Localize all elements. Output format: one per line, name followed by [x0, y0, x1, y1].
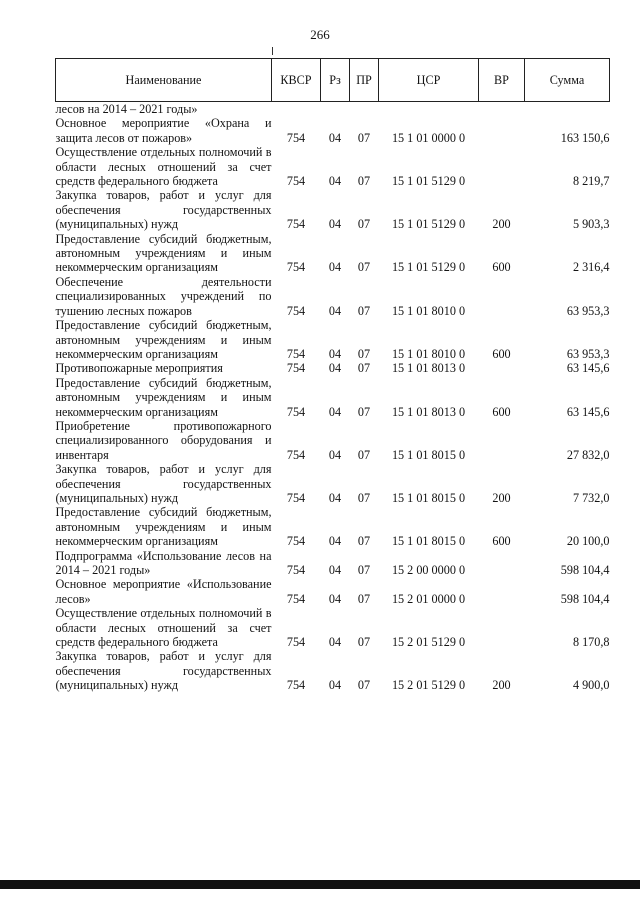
row-pr: 07 [357, 563, 371, 577]
row-name: Основное мероприятие «Использование лесов» [55, 577, 272, 606]
row-kvsr: 754 [286, 217, 306, 232]
row-rz: 04 [328, 591, 342, 606]
row-csr: 15 1 01 8013 0 [391, 361, 466, 376]
row-csr: 15 1 01 5129 0 [391, 217, 466, 232]
row-name: Приобретение противопожарного специализированного оборудования и инвентаря [55, 418, 272, 462]
row-rz: 04 [328, 303, 342, 318]
col-header-rz: Рз [321, 59, 350, 102]
row-rz: 04 [328, 563, 342, 577]
row-kvsr: 754 [286, 346, 306, 361]
row-vr [479, 116, 525, 145]
row-csr: 15 2 01 0000 0 [391, 591, 466, 606]
row-sum: 63 145,6 [566, 404, 610, 419]
table-row [56, 145, 610, 188]
row-sum: 598 104,4 [560, 591, 610, 606]
table-row [56, 318, 610, 361]
row-name: Предоставление субсидий бюджетным, автономным учреждениям и иным некоммерческим организациям [55, 318, 272, 361]
row-sum: 163 150,6 [560, 130, 610, 145]
row-csr: 15 1 01 8010 0 [391, 346, 466, 361]
row-vr [479, 549, 525, 578]
row-sum: 5 903,3 [572, 217, 610, 232]
col-header-sum: Сумма [525, 59, 610, 102]
row-vr: 600 [492, 260, 511, 275]
row-kvsr: 754 [286, 635, 306, 650]
table-row [56, 649, 610, 692]
table-row [56, 188, 610, 231]
row-name: Закупка товаров, работ и услуг для обеспечения государственных (муниципальных) нужд [55, 649, 272, 693]
row-vr [479, 419, 525, 462]
row-name: Основное мероприятие «Охрана и защита лесов от пожаров» [55, 116, 272, 145]
row-sum: 7 732,0 [572, 490, 610, 505]
row-name: Закупка товаров, работ и услуг для обеспечения государственных (муниципальных) нужд [55, 188, 272, 232]
row-csr: 15 2 01 5129 0 [391, 635, 466, 650]
row-rz: 04 [328, 361, 342, 376]
table-header-row [56, 59, 610, 102]
row-kvsr: 754 [286, 534, 306, 549]
row-pr: 07 [357, 591, 371, 606]
row-csr: 15 2 00 0000 0 [391, 563, 466, 577]
row-sum: 4 900,0 [572, 678, 610, 693]
table-body [56, 102, 610, 693]
row-name: Осуществление отдельных полномочий в области лесных отношений за счет средств федерального бюджета [55, 145, 272, 189]
table-row [56, 462, 610, 505]
row-rz: 04 [328, 404, 342, 419]
row-name: Предоставление субсидий бюджетным, автономным учреждениям и иным некоммерческим организациям [55, 375, 272, 419]
row-sum: 598 104,4 [560, 563, 610, 577]
table-row [56, 376, 610, 419]
row-vr: 200 [492, 217, 511, 232]
row-pr [350, 102, 379, 117]
row-name: Осуществление отдельных полномочий в области лесных отношений за счет средств федерального бюджета [55, 606, 272, 650]
row-vr [479, 102, 525, 117]
row-rz: 04 [328, 534, 342, 549]
row-rz: 04 [328, 635, 342, 650]
table-row [56, 116, 610, 145]
row-csr: 15 1 01 8015 0 [391, 490, 466, 505]
col-header-csr: ЦСР [379, 59, 479, 102]
table-row [56, 577, 610, 606]
table-row [56, 275, 610, 318]
row-rz: 04 [328, 346, 342, 361]
row-name: Закупка товаров, работ и услуг для обеспечения государственных (муниципальных) нужд [55, 462, 272, 505]
row-name: Подпрограмма «Использование лесов на 2014 – 2021 годы» [55, 548, 272, 577]
row-sum: 27 832,0 [566, 447, 610, 462]
row-vr: 600 [492, 534, 511, 549]
row-csr: 15 1 01 5129 0 [391, 174, 466, 189]
row-name: лесов на 2014 – 2021 годы» [55, 102, 198, 116]
row-kvsr: 754 [286, 404, 306, 419]
table-row [56, 419, 610, 462]
row-sum: 20 100,0 [566, 534, 610, 549]
row-rz: 04 [328, 678, 342, 693]
table-row [56, 232, 610, 275]
table-row [56, 102, 610, 117]
row-rz [321, 102, 350, 117]
row-kvsr: 754 [286, 260, 306, 275]
table-row [56, 505, 610, 548]
table-row [56, 606, 610, 649]
budget-table [55, 58, 610, 693]
col-header-name: Наименование [56, 59, 272, 102]
page-number: 266 [310, 27, 330, 42]
row-sum: 63 953,3 [566, 303, 610, 318]
row-pr: 07 [357, 635, 371, 650]
row-sum: 63 953,3 [566, 346, 610, 361]
row-pr: 07 [357, 130, 371, 145]
row-kvsr: 754 [286, 130, 306, 145]
row-sum: 8 170,8 [572, 635, 610, 650]
table-row [56, 361, 610, 375]
row-sum [525, 102, 610, 117]
row-vr [479, 361, 525, 375]
row-name: Предоставление субсидий бюджетным, автономным учреждениям и иным некоммерческим организациям [55, 231, 272, 275]
row-vr [479, 606, 525, 649]
row-sum: 2 316,4 [572, 260, 610, 275]
row-name: Обеспечение деятельности специализированных учреждений по тушению лесных пожаров [55, 274, 272, 318]
row-vr [479, 577, 525, 606]
row-pr: 07 [357, 490, 371, 505]
row-kvsr: 754 [286, 303, 306, 318]
row-sum: 8 219,7 [572, 174, 610, 189]
row-vr: 600 [492, 346, 511, 361]
row-kvsr: 754 [286, 678, 306, 693]
row-sum: 63 145,6 [566, 361, 610, 376]
row-kvsr: 754 [286, 361, 306, 376]
row-pr: 07 [357, 174, 371, 189]
row-pr: 07 [357, 534, 371, 549]
row-csr: 15 1 01 8015 0 [391, 534, 466, 549]
row-csr: 15 1 01 5129 0 [391, 260, 466, 275]
row-csr: 15 1 01 8013 0 [391, 404, 466, 419]
row-pr: 07 [357, 217, 371, 232]
row-kvsr: 754 [286, 563, 306, 577]
row-vr: 200 [492, 678, 511, 693]
row-kvsr: 754 [286, 490, 306, 505]
row-rz: 04 [328, 447, 342, 462]
row-pr: 07 [357, 404, 371, 419]
row-kvsr [272, 102, 321, 117]
row-rz: 04 [328, 490, 342, 505]
row-name: Противопожарные мероприятия [55, 361, 223, 376]
row-csr [379, 102, 479, 117]
row-kvsr: 754 [286, 591, 306, 606]
col-header-vr: ВР [479, 59, 525, 102]
row-pr: 07 [357, 361, 371, 376]
row-vr: 600 [492, 404, 511, 419]
row-pr: 07 [357, 678, 371, 693]
row-csr: 15 1 01 0000 0 [391, 130, 466, 145]
col-header-pr: ПР [350, 59, 379, 102]
table-row [56, 549, 610, 578]
row-vr [479, 145, 525, 188]
col-header-kvsr: КВСР [272, 59, 321, 102]
scan-edge-bar [0, 880, 640, 889]
row-pr: 07 [357, 447, 371, 462]
row-kvsr: 754 [286, 174, 306, 189]
row-vr: 200 [492, 490, 511, 505]
row-kvsr: 754 [286, 447, 306, 462]
row-csr: 15 1 01 8015 0 [391, 447, 466, 462]
row-name: Предоставление субсидий бюджетным, автономным учреждениям и иным некоммерческим организациям [55, 505, 272, 549]
scan-mark [272, 47, 273, 55]
row-csr: 15 2 01 5129 0 [391, 678, 466, 693]
row-vr [479, 275, 525, 318]
row-csr: 15 1 01 8010 0 [391, 303, 466, 318]
row-pr: 07 [357, 346, 371, 361]
row-pr: 07 [357, 260, 371, 275]
row-rz: 04 [328, 260, 342, 275]
row-rz: 04 [328, 217, 342, 232]
row-rz: 04 [328, 130, 342, 145]
row-pr: 07 [357, 303, 371, 318]
row-rz: 04 [328, 174, 342, 189]
